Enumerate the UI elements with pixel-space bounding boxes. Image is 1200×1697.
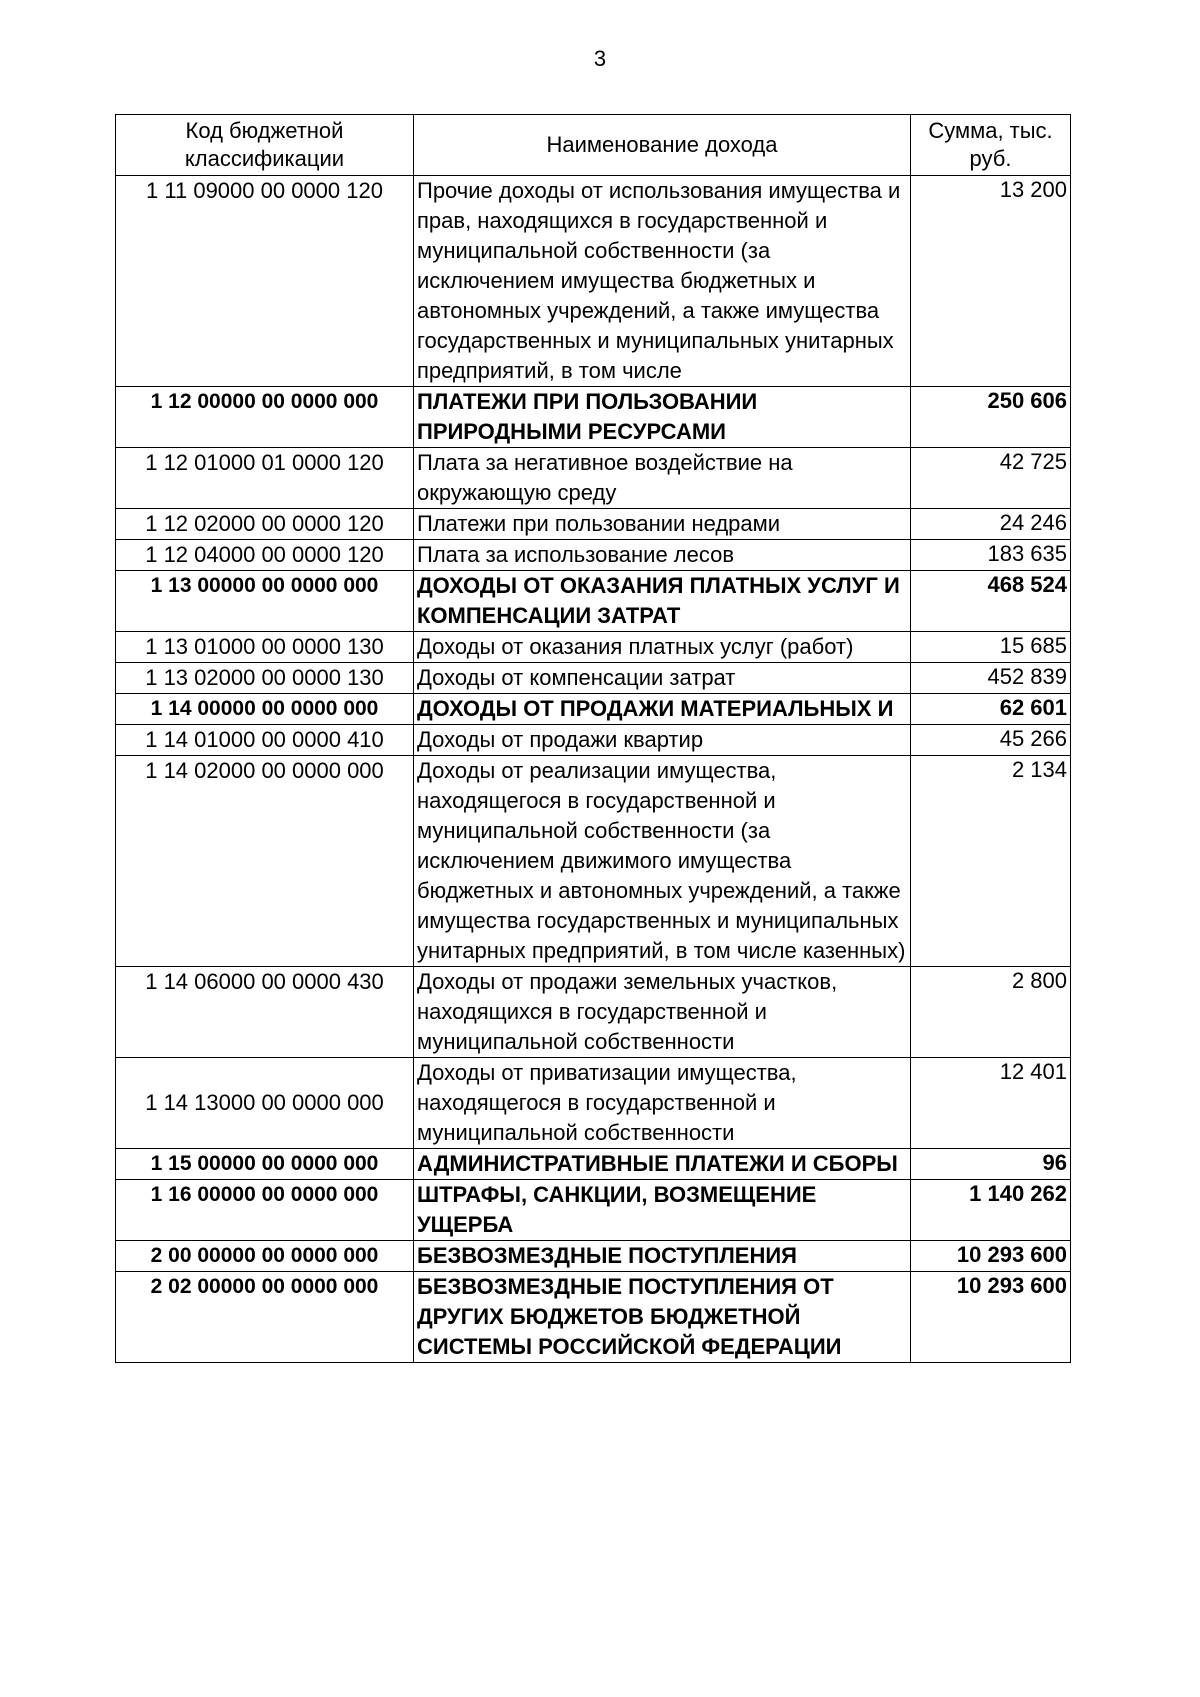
table-row	[116, 540, 1071, 571]
row-code-cell: 1 12 04000 00 0000 120	[116, 540, 414, 571]
row-name-cell: Доходы от продажи квартир	[414, 725, 911, 756]
row-code-cell: 2 02 00000 00 0000 000	[116, 1272, 414, 1363]
row-sum-cell: 24 246	[911, 509, 1071, 540]
revenue-table	[115, 114, 1071, 1363]
row-name-cell: ДОХОДЫ ОТ ОКАЗАНИЯ ПЛАТНЫХ УСЛУГ И КОМПЕНСАЦИИ ЗАТРАТ	[414, 571, 911, 632]
table-row	[116, 176, 1071, 387]
row-sum-cell: 452 839	[911, 663, 1071, 694]
row-sum-cell: 13 200	[911, 176, 1071, 387]
table-row	[116, 509, 1071, 540]
table-row	[116, 387, 1071, 448]
row-name-cell: ПЛАТЕЖИ ПРИ ПОЛЬЗОВАНИИ ПРИРОДНЫМИ РЕСУРСАМИ	[414, 387, 911, 448]
row-name-cell: ШТРАФЫ, САНКЦИИ, ВОЗМЕЩЕНИЕ УЩЕРБА	[414, 1180, 911, 1241]
header-name: Наименование дохода	[414, 115, 911, 176]
table-row	[116, 967, 1071, 1058]
row-name-cell: Плата за использование лесов	[414, 540, 911, 571]
table-row	[116, 725, 1071, 756]
row-code-cell: 1 14 00000 00 0000 000	[116, 694, 414, 725]
row-sum-cell: 183 635	[911, 540, 1071, 571]
row-sum-cell: 62 601	[911, 694, 1071, 725]
row-code-cell: 1 15 00000 00 0000 000	[116, 1149, 414, 1180]
table-row	[116, 1058, 1071, 1149]
table-row	[116, 1272, 1071, 1363]
row-sum-cell: 10 293 600	[911, 1272, 1071, 1363]
row-code-cell: 2 00 00000 00 0000 000	[116, 1241, 414, 1272]
row-code-cell: 1 13 00000 00 0000 000	[116, 571, 414, 632]
header-code: Код бюджетной классификации	[116, 115, 414, 176]
row-sum-cell: 12 401	[911, 1058, 1071, 1149]
row-sum-cell: 42 725	[911, 448, 1071, 509]
table-row	[116, 448, 1071, 509]
row-code-cell: 1 14 02000 00 0000 000	[116, 756, 414, 967]
row-sum-cell: 15 685	[911, 632, 1071, 663]
row-name-cell: БЕЗВОЗМЕЗДНЫЕ ПОСТУПЛЕНИЯ ОТ ДРУГИХ БЮДЖЕТОВ БЮДЖЕТНОЙ СИСТЕМЫ РОССИЙСКОЙ ФЕДЕРАЦИИ	[414, 1272, 911, 1363]
row-code-cell: 1 12 01000 01 0000 120	[116, 448, 414, 509]
row-code-cell: 1 14 06000 00 0000 430	[116, 967, 414, 1058]
row-name-cell: Доходы от оказания платных услуг (работ)	[414, 632, 911, 663]
row-name-cell: Доходы от продажи земельных участков, находящихся в государственной и муниципальной собственности	[414, 967, 911, 1058]
table-row	[116, 571, 1071, 632]
row-sum-cell: 45 266	[911, 725, 1071, 756]
table-row	[116, 1241, 1071, 1272]
page-number: 3	[593, 46, 607, 71]
row-code-cell: 1 14 01000 00 0000 410	[116, 725, 414, 756]
table-header-row	[116, 115, 1071, 176]
row-code-cell: 1 14 13000 00 0000 000	[116, 1058, 414, 1149]
row-sum-cell: 250 606	[911, 387, 1071, 448]
row-name-cell: БЕЗВОЗМЕЗДНЫЕ ПОСТУПЛЕНИЯ	[414, 1241, 911, 1272]
row-name-cell: АДМИНИСТРАТИВНЫЕ ПЛАТЕЖИ И СБОРЫ	[414, 1149, 911, 1180]
header-sum: Сумма, тыс. руб.	[911, 115, 1071, 176]
row-name-cell: Доходы от реализации имущества, находящегося в государственной и муниципальной собственности (за исключением движимого имущества бюджетных и автономных учреждений, а также имущества государственных и муниципальных унитарных предприятий, в том числе казенных)	[414, 756, 911, 967]
table-row	[116, 632, 1071, 663]
row-code-cell: 1 13 02000 00 0000 130	[116, 663, 414, 694]
row-name-cell: Плата за негативное воздействие на окружающую среду	[414, 448, 911, 509]
row-sum-cell: 468 524	[911, 571, 1071, 632]
row-sum-cell: 2 800	[911, 967, 1071, 1058]
row-code-cell: 1 12 02000 00 0000 120	[116, 509, 414, 540]
table-row	[116, 694, 1071, 725]
row-name-cell: Доходы от приватизации имущества, находящегося в государственной и муниципальной собственности	[414, 1058, 911, 1149]
table-row	[116, 663, 1071, 694]
row-sum-cell: 10 293 600	[911, 1241, 1071, 1272]
row-code-cell: 1 12 00000 00 0000 000	[116, 387, 414, 448]
table-row	[116, 1180, 1071, 1241]
row-sum-cell: 2 134	[911, 756, 1071, 967]
table-row	[116, 1149, 1071, 1180]
table-body	[116, 176, 1071, 1363]
table-row	[116, 756, 1071, 967]
row-code-cell: 1 16 00000 00 0000 000	[116, 1180, 414, 1241]
row-code-cell: 1 13 01000 00 0000 130	[116, 632, 414, 663]
row-name-cell: Прочие доходы от использования имущества и прав, находящихся в государственной и муниципальной собственности (за исключением имущества бюджетных и автономных учреждений, а также имущества государственных и муниципальных унитарных предприятий, в том числе	[414, 176, 911, 387]
row-name-cell: Доходы от компенсации затрат	[414, 663, 911, 694]
row-sum-cell: 1 140 262	[911, 1180, 1071, 1241]
row-name-cell: ДОХОДЫ ОТ ПРОДАЖИ МАТЕРИАЛЬНЫХ И	[414, 694, 911, 725]
row-sum-cell: 96	[911, 1149, 1071, 1180]
row-code-cell: 1 11 09000 00 0000 120	[116, 176, 414, 387]
row-name-cell: Платежи при пользовании недрами	[414, 509, 911, 540]
